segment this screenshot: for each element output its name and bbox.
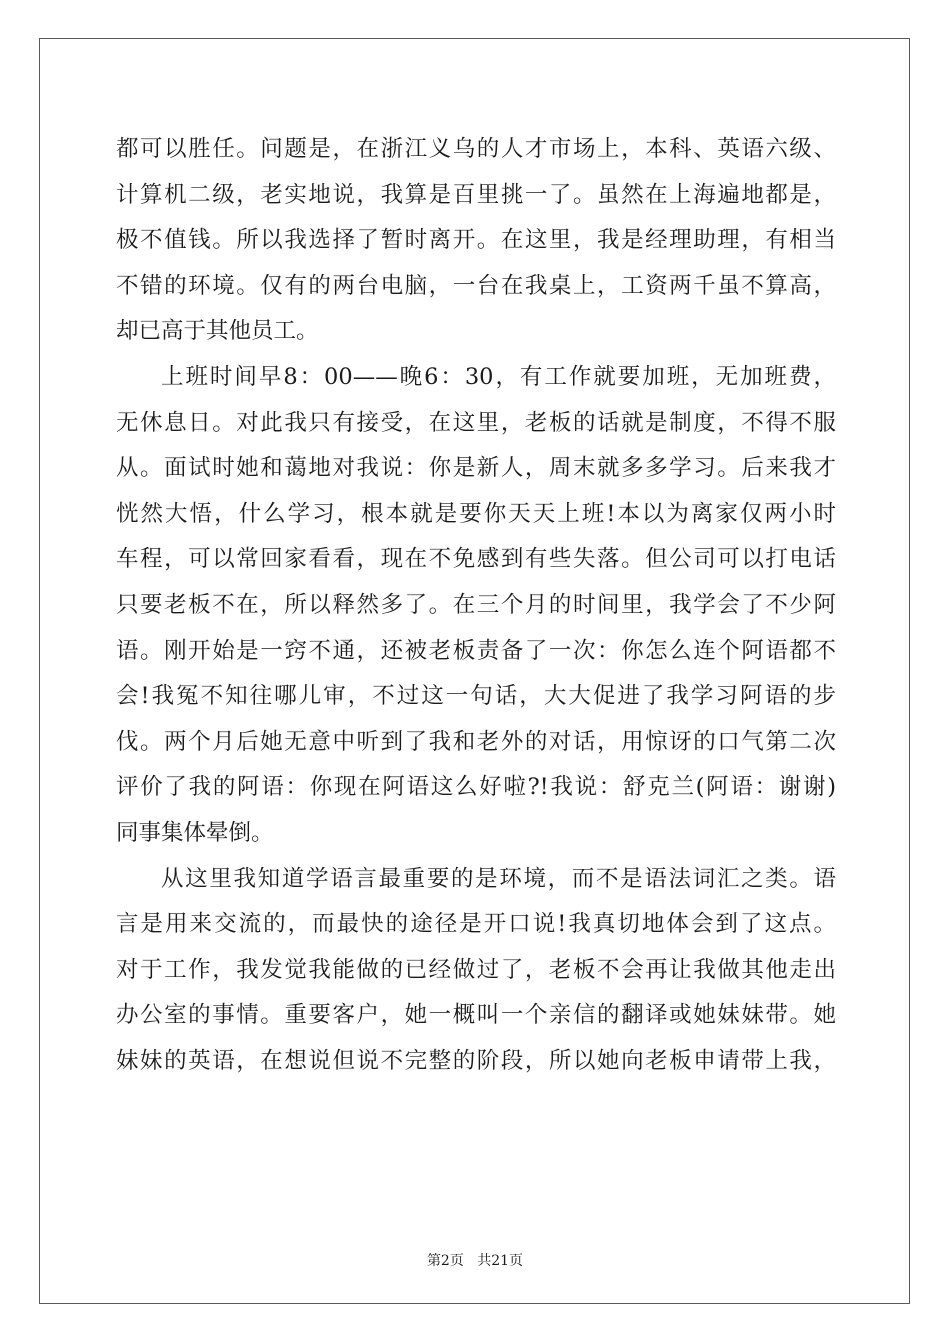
text-line: 办公室的事情。重要客户，她一概叫一个亲信的翻译或她妹妹带。她 [116,1002,836,1029]
text-line: 无休息日。对此我只有接受，在这里，老板的话就是制度，不得不服 [116,409,836,436]
paragraph [116,857,836,1085]
text-line: 语。刚开始是一窍不通，还被老板责备了一次：你怎么连个阿语都不 [116,637,836,664]
text-line: 对于工作，我发觉我能做的已经做过了，老板不会再让我做其他走出 [116,956,836,983]
text-line: 却已高于其他员工。 [116,318,319,345]
text-line: 计算机二级，老实地说，我算是百里挑一了。虽然在上海遍地都是， [116,181,836,208]
text-line: 会!我冤不知往哪儿审，不过这一句话，大大促进了我学习阿语的步 [116,683,836,710]
text-line: 只要老板不在，所以释然多了。在三个月的时间里，我学会了不少阿 [116,591,836,618]
page-number: 第2页 [426,1253,464,1269]
text-line: 都可以胜任。问题是，在浙江义乌的人才市场上，本科、英语六级、 [116,136,836,162]
text-line: 伐。两个月后她无意中听到了我和老外的对话，用惊讶的口气第二次 [116,728,836,755]
text-line: 极不值钱。所以我选择了暂时离开。在这里，我是经理助理，有相当 [116,227,836,254]
text-line: 不错的环境。仅有的两台电脑，一台在我桌上，工资两千虽不算高， [116,272,836,299]
text-line: 妹妹的英语，在想说但说不完整的阶段，所以她向老板申请带上我， [116,1047,836,1074]
page-footer [0,1250,950,1270]
paragraph [116,355,836,857]
page-total: 共21页 [477,1253,524,1269]
text-line: 同事集体晕倒。 [116,819,274,846]
text-line: 从。面试时她和蔼地对我说：你是新人，周末就多多学习。后来我才 [116,455,836,482]
text-line: 上班时间早8：00——晚6：30，有工作就要加班，无加班费， [161,363,836,390]
document-body [116,127,836,1084]
text-line: 评价了我的阿语：你现在阿语这么好啦?!我说：舒克兰(阿语：谢谢) [116,774,836,801]
text-line: 恍然大悟，什么学习，根本就是要你天天上班!本以为离家仅两小时 [116,500,836,527]
text-line: 从这里我知道学语言最重要的是环境，而不是语法词汇之类。语 [161,865,836,892]
text-line: 言是用来交流的，而最快的途径是开口说!我真切地体会到了这点。 [116,911,836,938]
text-line: 车程，可以常回家看看，现在不免感到有些失落。但公司可以打电话 [116,546,836,573]
paragraph [116,127,836,355]
